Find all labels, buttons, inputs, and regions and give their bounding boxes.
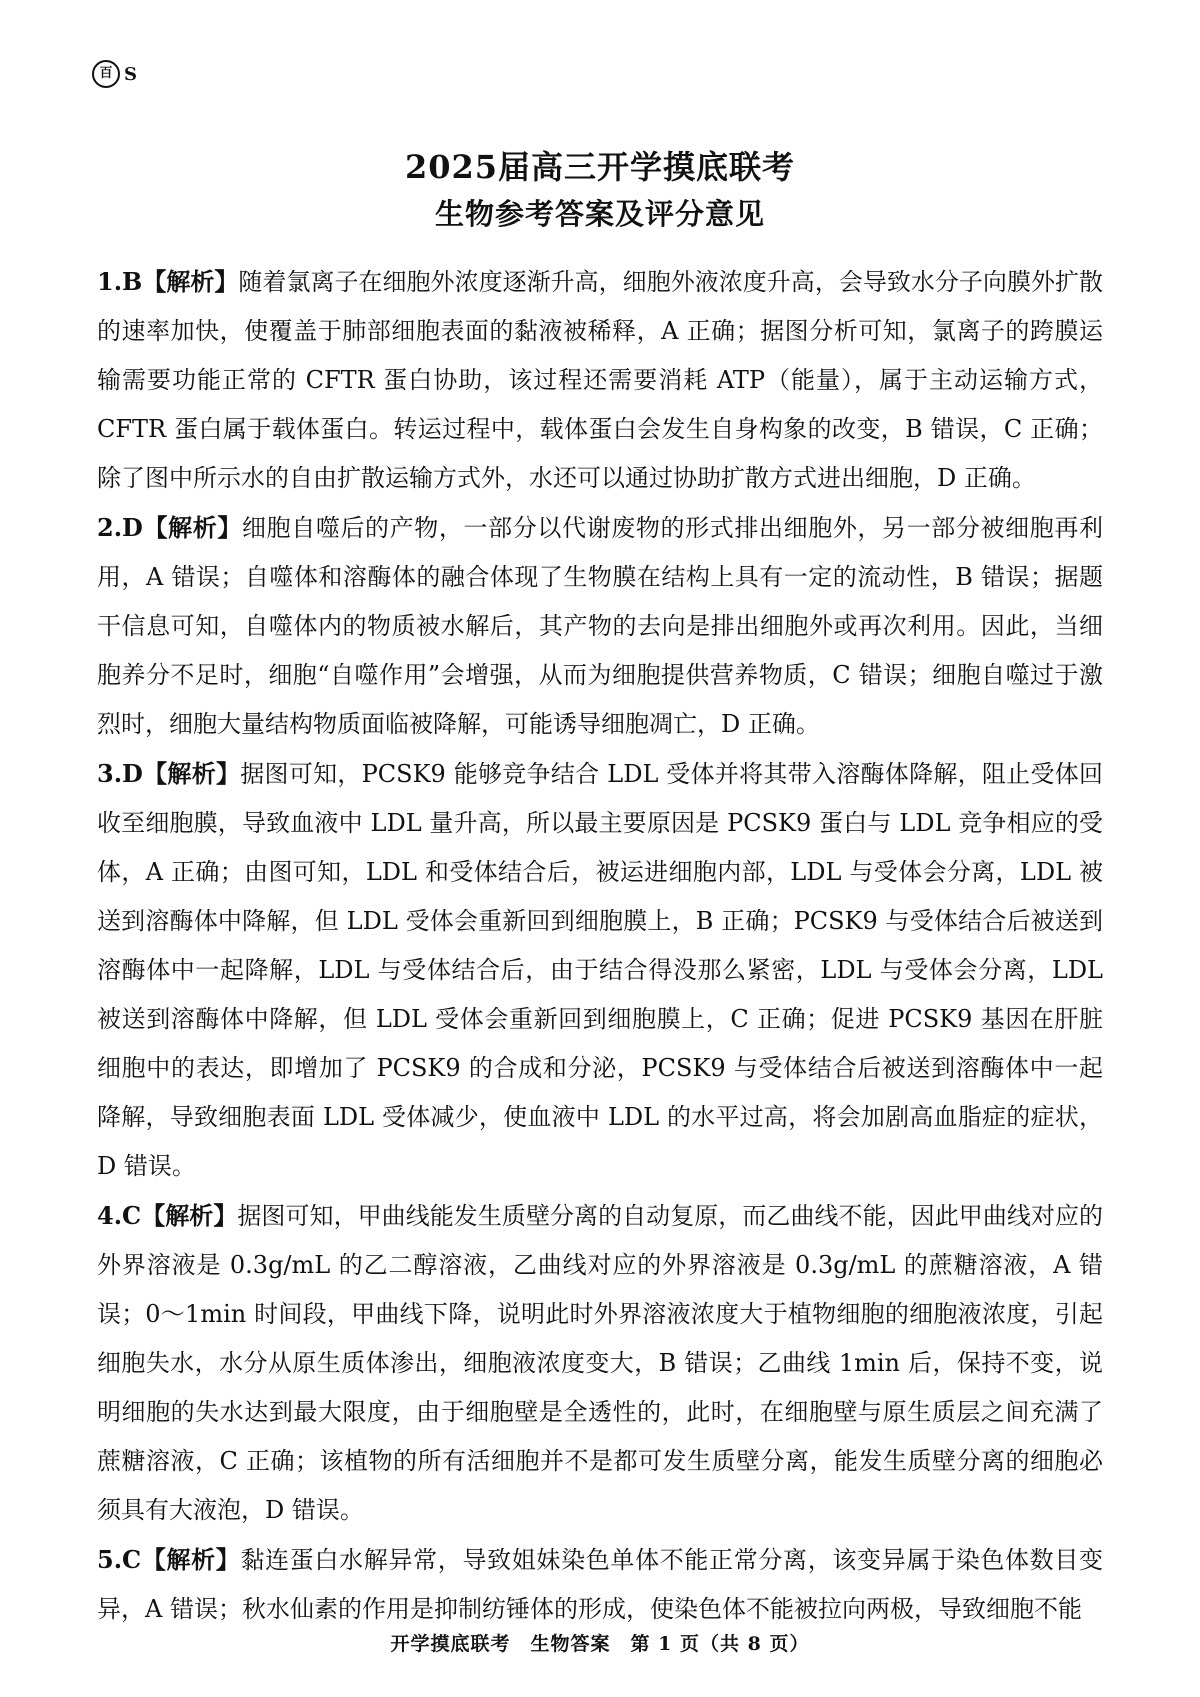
answer-item-2: [97, 503, 1103, 749]
answer-label: 4.C【解析】: [97, 1201, 238, 1230]
page-footer: 开学摸底联考 生物答案 第 1 页（共 8 页）: [390, 1633, 810, 1655]
answer-label: 3.D【解析】: [97, 759, 241, 788]
answer-item-5: [97, 1535, 1103, 1634]
answer-text: 据图可知，PCSK9 能够竞争结合 LDL 受体并将其带入溶酶体降解，阻止受体回收至细胞膜，导致血液中 LDL 量升高，所以最主要原因是 PCSK9 蛋白与 LDL 竞争相应的受体，A 正确；由图可知，LDL 和受体结合后，被运进细胞内部，LDL 与受体会分离，LDL 被送到溶酶体中降解，但 LDL 受体会重新回到细胞膜上，B 正确；PCSK9 与受体结合后被送到溶酶体中一起降解，LDL 与受体结合后，由于结合得没那么紧密，LDL 与受体会分离，LDL 被送到溶酶体中降解，但 LDL 受体会重新回到细胞膜上，C 正确；促进 PCSK9 基因在肝脏细胞中的表达，即增加了 PCSK9 的合成和分泌，PCSK9 与受体结合后被送到溶酶体中一起降解，导致细胞表面 LDL 受体减少，使血液中 LDL 的水平过高，将会加剧高血脂症的症状，D 错误。: [97, 760, 1104, 1180]
answer-text: 细胞自噬后的产物，一部分以代谢废物的形式排出细胞外，另一部分被细胞再利用，A 错误；自噬体和溶酶体的融合体现了生物膜在结构上具有一定的流动性，B 错误；据题干信息可知，自噬体内的物质被水解后，其产物的去向是排出细胞外或再次利用。因此，当细胞养分不足时，细胞“自噬作用”会增强，从而为细胞提供营养物质，C 错误；细胞自噬过于激烈时，细胞大量结构物质面临被降解，可能诱导细胞凋亡，D 正确。: [97, 514, 1103, 738]
logo-letter: S: [124, 63, 137, 85]
answer-list: [97, 257, 1103, 1634]
answer-label: 2.D【解析】: [97, 513, 242, 542]
answer-label: 5.C【解析】: [97, 1545, 241, 1574]
answer-item-1: [97, 257, 1103, 503]
answer-label: 1.B【解析】: [97, 267, 239, 296]
answer-item-4: [97, 1191, 1103, 1535]
logo-seal-icon: 百: [92, 60, 120, 88]
answer-text: 据图可知，甲曲线能发生质壁分离的自动复原，而乙曲线不能，因此甲曲线对应的外界溶液是 0.3g/mL 的乙二醇溶液，乙曲线对应的外界溶液是 0.3g/mL 的蔗糖溶液，A 错误；0～1min 时间段，甲曲线下降，说明此时外界溶液浓度大于植物细胞的细胞液浓度，引起细胞失水，水分从原生质体渗出，细胞液浓度变大，B 错误；乙曲线 1min 后，保持不变，说明细胞的失水达到最大限度，由于细胞壁是全透性的，此时，在细胞壁与原生质层之间充满了蔗糖溶液，C 正确；该植物的所有活细胞并不是都可发生质壁分离，能发生质壁分离的细胞必须具有大液泡，D 错误。: [97, 1202, 1104, 1524]
answer-text: 黏连蛋白水解异常，导致姐妹染色单体不能正常分离，该变异属于染色体数目变异，A 错误；秋水仙素的作用是抑制纺锤体的形成，使染色体不能被拉向两极，导致细胞不能: [97, 1546, 1104, 1623]
publisher-logo: [92, 60, 137, 88]
answer-item-3: [97, 749, 1103, 1191]
answer-text: 随着氯离子在细胞外浓度逐渐升高，细胞外液浓度升高，会导致水分子向膜外扩散的速率加快，使覆盖于肺部细胞表面的黏液被稀释，A 正确；据图分析可知，氯离子的跨膜运输需要功能正常的 CFTR 蛋白协助，该过程还需要消耗 ATP（能量），属于主动运输方式，CFTR 蛋白属于载体蛋白。转运过程中，载体蛋白会发生自身构象的改变，B 错误，C 正确；除了图中所示水的自由扩散运输方式外，水还可以通过协助扩散方式进出细胞，D 正确。: [97, 268, 1103, 492]
page-subtitle: 生物参考答案及评分意见: [434, 197, 765, 231]
page-title: 2025届高三开学摸底联考: [404, 148, 796, 186]
